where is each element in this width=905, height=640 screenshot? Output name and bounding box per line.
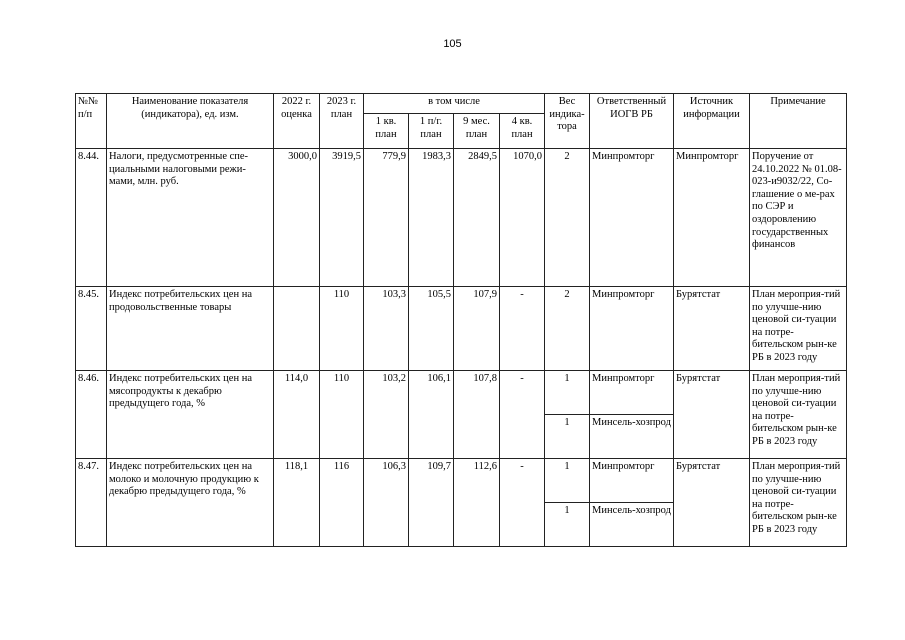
header-note: Примечание [750, 94, 847, 149]
page-number: 105 [443, 38, 462, 50]
cell-q4: - [500, 459, 545, 547]
header-2023: 2023 г. план [320, 94, 364, 149]
cell-q4: - [500, 287, 545, 371]
cell-weight: 2 [545, 287, 590, 371]
header-including: в том числе [364, 94, 545, 114]
cell-name: Индекс потребительских цен на мясопродукты к декабрю предыдущего года, % [107, 371, 274, 459]
cell-num: 8.44. [76, 149, 107, 287]
header-2022: 2022 г. оценка [274, 94, 320, 149]
cell-source: Бурятстат [674, 459, 750, 547]
cell-responsible: Минпромторг [590, 459, 674, 503]
cell-responsible: Минпромторг [590, 371, 674, 415]
header-h1: 1 п/г. план [409, 114, 454, 149]
table-row [76, 459, 847, 503]
cell-2022: 118,1 [274, 459, 320, 547]
cell-q1: 103,2 [364, 371, 409, 459]
cell-weight: 1 [545, 459, 590, 503]
table-row [76, 287, 847, 371]
cell-2023: 3919,5 [320, 149, 364, 287]
cell-name: Индекс потребительских цен на продовольственные товары [107, 287, 274, 371]
cell-2022: 3000,0 [274, 149, 320, 287]
cell-note: Поручение от 24.10.2022 № 01.08-023-и9032/22, Со-глашение о ме-рах по СЭР и оздоровлению государственных финансов [750, 149, 847, 287]
cell-num: 8.46. [76, 371, 107, 459]
cell-q4: - [500, 371, 545, 459]
cell-2022: 114,0 [274, 371, 320, 459]
cell-q1: 103,3 [364, 287, 409, 371]
cell-9m: 107,8 [454, 371, 500, 459]
cell-weight: 1 [545, 371, 590, 415]
cell-2022 [274, 287, 320, 371]
cell-note: План мероприя-тий по улучше-нию ценовой си-туации на потре-бительском рын-ке РБ в 2023 году [750, 459, 847, 547]
cell-note: План мероприя-тий по улучше-нию ценовой си-туации на потре-бительском рын-ке РБ в 2023 году [750, 371, 847, 459]
cell-q4: 1070,0 [500, 149, 545, 287]
cell-responsible: Минсель-хозпрод [590, 415, 674, 459]
cell-responsible: Минпромторг [590, 287, 674, 371]
table-row [76, 149, 847, 287]
cell-h1: 105,5 [409, 287, 454, 371]
cell-weight: 1 [545, 503, 590, 547]
cell-h1: 109,7 [409, 459, 454, 547]
header-row-1 [76, 94, 847, 114]
cell-2023: 110 [320, 371, 364, 459]
cell-h1: 1983,3 [409, 149, 454, 287]
cell-responsible: Минсель-хозпрод [590, 503, 674, 547]
cell-h1: 106,1 [409, 371, 454, 459]
cell-2023: 110 [320, 287, 364, 371]
cell-responsible: Минпромторг [590, 149, 674, 287]
header-q4: 4 кв. план [500, 114, 545, 149]
cell-weight: 1 [545, 415, 590, 459]
cell-name: Налоги, предусмотренные спе-циальными налоговыми режи-мами, млн. руб. [107, 149, 274, 287]
header-9m: 9 мес. план [454, 114, 500, 149]
header-num: №№ п/п [76, 94, 107, 149]
header-q1: 1 кв. план [364, 114, 409, 149]
cell-source: Бурятстат [674, 371, 750, 459]
cell-source: Минпромторг [674, 149, 750, 287]
cell-weight: 2 [545, 149, 590, 287]
cell-9m: 112,6 [454, 459, 500, 547]
cell-num: 8.47. [76, 459, 107, 547]
header-weight: Вес индика-тора [545, 94, 590, 149]
header-name: Наименование показателя (индикатора), ед. изм. [107, 94, 274, 149]
cell-2023: 116 [320, 459, 364, 547]
header-responsible: Ответственный ИОГВ РБ [590, 94, 674, 149]
cell-9m: 107,9 [454, 287, 500, 371]
header-source: Источник информации [674, 94, 750, 149]
indicators-table [75, 93, 847, 547]
cell-num: 8.45. [76, 287, 107, 371]
cell-name: Индекс потребительских цен на молоко и молочную продукцию к декабрю предыдущего года, % [107, 459, 274, 547]
cell-q1: 779,9 [364, 149, 409, 287]
cell-9m: 2849,5 [454, 149, 500, 287]
table-row [76, 371, 847, 415]
cell-source: Бурятстат [674, 287, 750, 371]
cell-q1: 106,3 [364, 459, 409, 547]
cell-note: План мероприя-тий по улучше-нию ценовой си-туации на потре-бительском рын-ке РБ в 2023 году [750, 287, 847, 371]
